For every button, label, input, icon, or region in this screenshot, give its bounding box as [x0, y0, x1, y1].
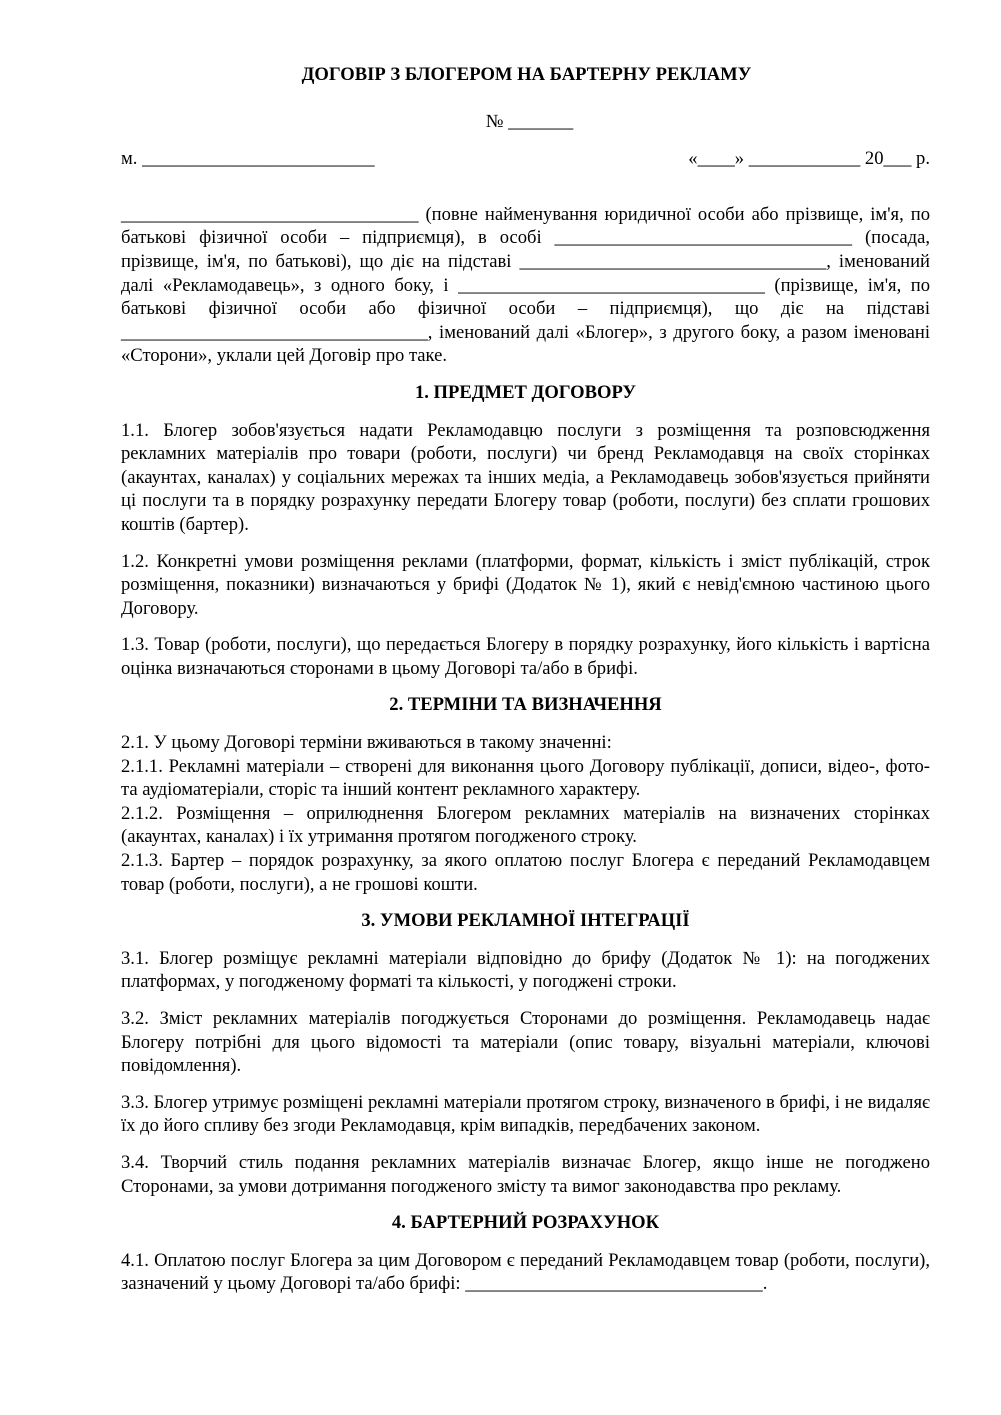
clause-3-1: 3.1. Блогер розміщує рекламні матеріали відповідно до брифу (Додаток № 1): на погоджених платформах, у погодженому форматі та кількості, у погоджені строки. [121, 947, 930, 993]
contract-place: м. _________________________ [121, 148, 375, 170]
intro-paragraph: ________________________________ (повне найменування юридичної особи або прізвище, ім'я, по батькові фізичної особи – підприємця), в особі ________________________________ (посада, прізвище, ім'я, по батькові), що діє на підставі _________________________________, іменований далі «Рекламодавець», з одного боку, і _________________________________ (прізвище, ім'я, по батькові фізичної особи або фізичної особи – підприємця), що діє на підставі _________________________________, іменований далі «Блогер», з другого боку, а разом іменовані «Сторони», уклали цей Договір про таке. [121, 203, 930, 367]
section-heading: 1. ПРЕДМЕТ ДОГОВОРУ [414, 381, 637, 403]
clause-1-2: 1.2. Конкретні умови розміщення реклами (платформи, формат, кількість і зміст публікацій, строк розміщення, показники) визначаються у брифі (Додаток № 1), який є невід'ємною частиною цього Договору. [121, 550, 930, 619]
clause-3-2: 3.2. Зміст рекламних матеріалів погоджується Сторонами до розміщення. Рекламодавець надає Блогеру потрібні для цього відомості та матеріали (опис товару, візуальні матеріали, ключові повідомлення). [121, 1008, 930, 1077]
clause-3-4: 3.4. Творчий стиль подання рекламних матеріалів визначає Блогер, якщо інше не погоджено Сторонами, за умови дотримання погодженого змісту та вимог законодавства про рекламу. [121, 1151, 930, 1197]
clause-1-1: 1.1. Блогер зобов'язується надати Рекламодавцю послуги з розміщення та розповсюдження рекламних матеріалів про товари (роботи, послуги) чи бренд Рекламодавця на своїх сторінках (акаунтах, каналах) у соціальних мережах та інших медіа, а Рекламодавець зобов'язується прийняти ці послуги та в порядку розрахунку передати Блогеру товар (роботи, послуги) без сплати грошових коштів (бартер). [121, 419, 930, 535]
place-date-row [121, 147, 930, 171]
clause-2-1-2: 2.1.2. Розміщення – оприлюднення Блогером рекламних матеріалів на визначених сторінках (акаунтах, каналах) і їх утримання протягом погодженого строку. [121, 802, 930, 848]
clause-2-1: 2.1. У цьому Договорі терміни вживаються в такому значенні: [121, 732, 612, 754]
clause-1-3: 1.3. Товар (роботи, послуги), що передається Блогеру в порядку розрахунку, його кількість і вартісна оцінка визначаються сторонами в цьому Договорі та/або в брифі. [121, 634, 930, 679]
clause-4-1: 4.1. Оплатою послуг Блогера за цим Договором є переданий Рекламодавцем товар (роботи, послуги), зазначений у цьому Договорі та/або брифі: ________________________________. [121, 1249, 930, 1295]
section-heading: 2. ТЕРМІНИ ТА ВИЗНАЧЕННЯ [389, 694, 662, 716]
section-heading: 3. УМОВИ РЕКЛАМНОЇ ІНТЕГРАЦІЇ [361, 910, 690, 932]
contract-number: № _______ [485, 110, 574, 132]
clause-2-1-1: 2.1.1. Рекламні матеріали – створені для виконання цього Договору публікації, дописи, відео-, фото- та аудіоматеріали, сторіс та інший контент рекламного характеру. [121, 755, 930, 801]
clause-2-1-3: 2.1.3. Бартер – порядок розрахунку, за якого оплатою послуг Блогера є переданий Рекламодавцем товар (роботи, послуги), а не грошові кошти. [121, 850, 930, 895]
contract-date: «____» ____________ 20___ р. [688, 148, 930, 170]
section-heading: 4. БАРТЕРНИЙ РОЗРАХУНОК [391, 1212, 660, 1234]
clause-3-3: 3.3. Блогер утримує розміщені рекламні матеріали протягом строку, визначеного в брифі, і не видаляє їх до його спливу без згоди Рекламодавця, крім випадків, передбачених законом. [121, 1091, 930, 1137]
document-title: ДОГОВІР З БЛОГЕРОМ НА БАРТЕРНУ РЕКЛАМУ [301, 64, 752, 85]
